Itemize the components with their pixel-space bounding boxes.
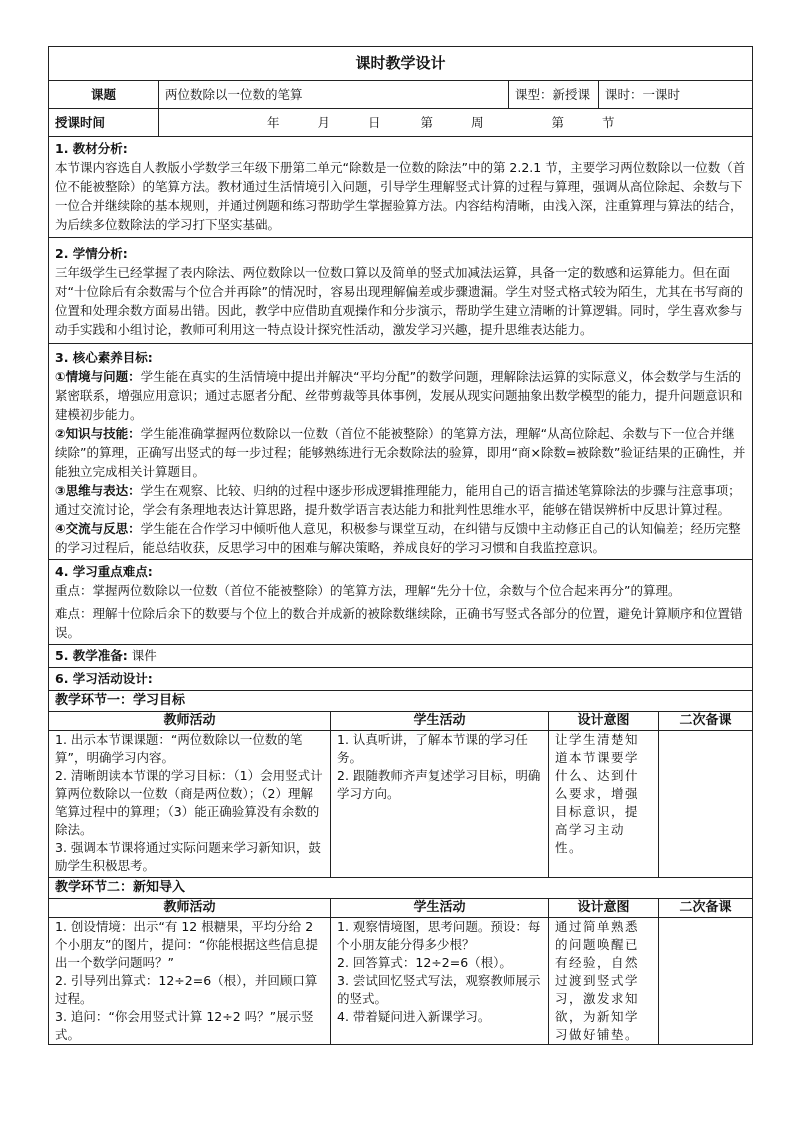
- topic-row: [49, 81, 753, 109]
- time-fields: [159, 109, 753, 137]
- student-step: 1. 观察情境图，思考问题。预设：每个小朋友能分得多少根？: [337, 919, 541, 952]
- section-label: 节: [602, 115, 615, 130]
- section-body: 三年级学生已经掌握了表内除法、两位数除以一位数口算以及简单的竖式加减法运算，具备一定的数感和运算能力。但在面对“十位除后有余数需与个位合并再除”的情况时，容易出现理解偏差或步骤遗漏。学生对竖式格式较为陌生，尤其在书写商的位置和处理余数方面易出错。因此，教学中应借助直观操作和分步演示，帮助学生建立清晰的计算逻辑。同时，学生喜欢参与动手实践和小组讨论，教师可利用这一特点设计探究性活动，激发学习兴趣，提升思维表达能力。: [55, 265, 743, 337]
- second-prep: [659, 731, 753, 878]
- column-header-row: [49, 899, 753, 918]
- goal-item: [55, 481, 746, 519]
- preparation-value: 课件: [131, 648, 157, 663]
- doc-title: 课时教学设计: [49, 47, 753, 81]
- section-key-points: [49, 560, 753, 645]
- section-learner: [49, 238, 753, 344]
- design-intent: 通过简单熟悉的问题唤醒已有经验，自然过渡到竖式学习，激发求知欲，为新知学习做好铺垫。: [549, 918, 659, 1045]
- phase-title: 教学环节二：新知导入: [49, 878, 753, 899]
- teacher-step: 1. 创设情境：出示“有 12 根糖果，平均分给 2 个小朋友”的图片，提问：“你能根据这些信息提出一个数学问题吗？”: [55, 919, 318, 970]
- teacher-step: 2. 引导列出算式：12÷2=6（根），并回顾口算过程。: [55, 973, 318, 1006]
- section-goals: [49, 344, 753, 560]
- goal-item: [55, 367, 746, 424]
- activity-row: [49, 731, 753, 878]
- topic-label: 课题: [49, 81, 159, 109]
- goal-text: 学生能准确掌握两位数除以一位数（首位不能被整除）的笔算方法，理解“从高位除起、余数与下一位合并继续除”的算理，正确写出竖式的每一步过程；能够熟练进行无余数除法的验算，即用“商×除数=被除数”验证结果的正确性，并能独立完成相关计算题目。: [55, 426, 746, 479]
- col-teacher: 教师活动: [49, 899, 331, 918]
- col-intent: 设计意图: [549, 899, 659, 918]
- topic-value: 两位数除以一位数的笔算: [159, 81, 509, 109]
- goal-text: 学生在观察、比较、归纳的过程中逐步形成逻辑推理能力，能用自己的语言描述笔算除法的步骤与注意事项；通过交流讨论，学会有条理地表达计算思路，提升数学语言表达能力和批判性思维水平，能够在错误辨析中反思计算过程。: [55, 483, 741, 517]
- section-prefix: 第: [551, 115, 565, 130]
- time-row: [49, 109, 753, 137]
- month-label: 月: [317, 115, 331, 130]
- section-body: 本节课内容选自人教版小学数学三年级下册第二单元“除数是一位数的除法”中的第 2.2.1 节，主要学习两位数除以一位数（首位不能被整除）的笔算方法。教材通过生活情境引入问题，引导学生理解竖式计算的过程与算理，强调从高位除起、余数与下一位合并继续除的基本规则，并通过例题和练习帮助学生掌握验算方法。内容结构清晰，由浅入深，注重算理与算法的结合，为后续多位数除法的学习打下坚实基础。: [55, 160, 746, 232]
- goal-text: 学生能在合作学习中倾听他人意见，积极参与课堂互动，在纠错与反馈中主动修正自己的认知偏差；经历完整的学习过程后，能总结收获，反思学习中的困难与解决策略，养成良好的学习习惯和自我监控意识。: [55, 521, 741, 555]
- lesson-period: 课时：一课时: [599, 81, 753, 109]
- day-label: 日: [368, 115, 381, 130]
- section-activity: [49, 668, 753, 691]
- goal-text: 学生能在真实的生活情境中提出并解决“平均分配”的数学问题，理解除法运算的实际意义，体会数学与生活的紧密联系，增强应用意识；通过志愿者分配、丝带剪裁等具体事例，发展从现实问题抽象出数学模型的能力，提升问题意识和建模初步能力。: [55, 369, 743, 422]
- difficult-point: 难点：理解十位除后余下的数要与个位上的数合并成新的被除数继续除，正确书写竖式各部分的位置，避免计算顺序和位置错误。: [55, 606, 743, 640]
- lesson-plan-table: [48, 46, 753, 712]
- col-student: 学生活动: [331, 712, 549, 731]
- col-student: 学生活动: [331, 899, 549, 918]
- phase-title: 教学环节一：学习目标: [49, 691, 753, 712]
- section-textbook: [49, 137, 753, 238]
- activity-row: [49, 918, 753, 1045]
- lesson-type: 课型：新授课: [509, 81, 599, 109]
- week-prefix: 第: [420, 115, 434, 130]
- week-label: 周: [471, 115, 484, 130]
- goal-label: ④交流与反思：: [55, 521, 141, 536]
- col-notes: 二次备课: [659, 899, 753, 918]
- phase-header: [49, 878, 753, 899]
- col-notes: 二次备课: [659, 712, 753, 731]
- design-intent: 让学生清楚知道本节课要学什么、达到什么要求，增强目标意识，提高学习主动性。: [549, 731, 659, 878]
- teacher-step: 3. 强调本节课将通过实际问题来学习新知识，鼓励学生积极思考。: [55, 840, 321, 873]
- goal-label: ②知识与技能：: [55, 426, 141, 441]
- year-label: 年: [267, 115, 280, 130]
- section-preparation: [49, 645, 753, 668]
- goal-label: ③思维与表达：: [55, 483, 141, 498]
- col-teacher: 教师活动: [49, 712, 331, 731]
- column-header-row: [49, 712, 753, 731]
- student-step: 2. 跟随教师齐声复述学习目标，明确学习方向。: [337, 768, 541, 801]
- section-title: 6. 学习活动设计:: [49, 668, 753, 691]
- section-title: 1. 教材分析:: [55, 141, 128, 156]
- goal-label: ①情境与问题：: [55, 369, 141, 384]
- student-step: 1. 认真听讲，了解本节课的学习任务。: [337, 732, 528, 765]
- goal-item: [55, 424, 746, 481]
- section-title: 3. 核心素养目标:: [55, 350, 153, 365]
- phase-header: [49, 691, 753, 712]
- key-point: 重点：掌握两位数除以一位数（首位不能被整除）的笔算方法，理解“先分十位，余数与个位合起来再分”的算理。: [55, 583, 681, 598]
- time-label: 授课时间: [49, 109, 159, 137]
- section-title: 5. 教学准备:: [55, 648, 128, 663]
- student-step: 2. 回答算式：12÷2=6（根）。: [337, 955, 512, 970]
- second-prep: [659, 918, 753, 1045]
- teacher-step: 2. 清晰朗读本节课的学习目标：（1）会用竖式计算两位数除以一位数（商是两位数）；（2）理解笔算过程中的算理；（3）能正确验算没有余数的除法。: [55, 768, 323, 837]
- teacher-step: 1. 出示本节课课题：“两位数除以一位数的笔算”，明确学习内容。: [55, 732, 303, 765]
- lesson-plan-page: [48, 46, 752, 1045]
- teacher-step: 3. 追问：“你会用竖式计算 12÷2 吗？”展示竖式。: [55, 1009, 314, 1042]
- section-title: 4. 学习重点难点:: [55, 564, 153, 579]
- student-step: 4. 带着疑问进入新课学习。: [337, 1009, 491, 1024]
- student-step: 3. 尝试回忆竖式写法，观察教师展示的竖式。: [337, 973, 541, 1006]
- section-title: 2. 学情分析:: [55, 246, 128, 261]
- col-intent: 设计意图: [549, 712, 659, 731]
- phase1-activity-table: [48, 711, 753, 1045]
- goal-item: [55, 519, 746, 557]
